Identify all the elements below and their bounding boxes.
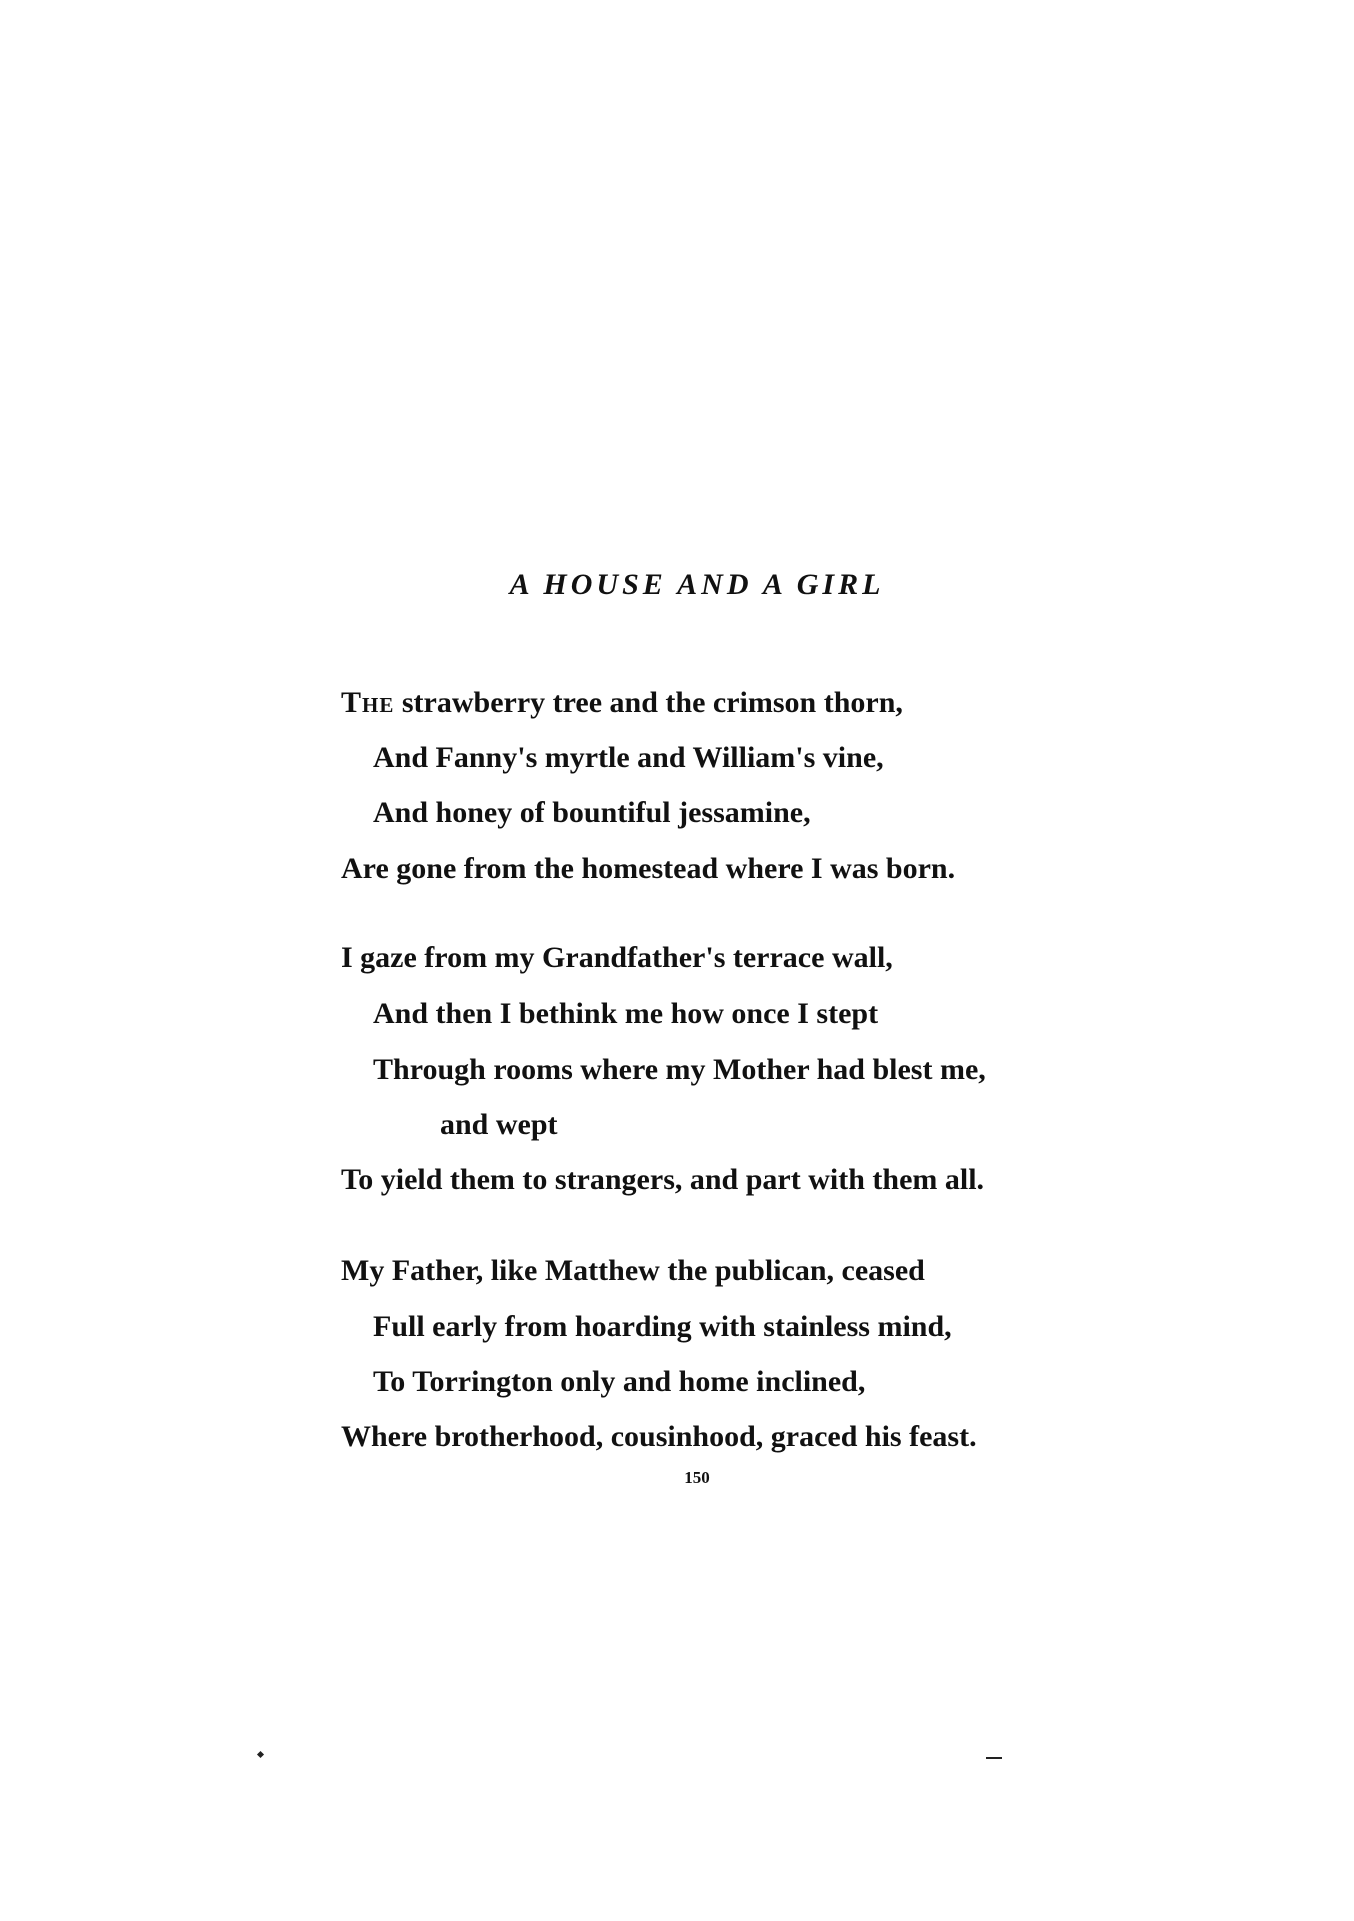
scan-speck [986, 1757, 1002, 1759]
stanza1-line3: And honey of bountiful jessamine, [373, 796, 811, 829]
poem-title: A HOUSE AND A GIRL [509, 568, 885, 601]
first-word: The [341, 686, 395, 719]
scan-speck [257, 1751, 264, 1758]
page-number: 150 [684, 1468, 710, 1487]
stanza3-line4: Where brotherhood, cousinhood, graced his feast. [341, 1420, 977, 1453]
stanza2-line2: And then I bethink me how once I stept [373, 997, 879, 1030]
stanza2-line4: To yield them to strangers, and part with them all. [341, 1163, 985, 1196]
stanza3-line1: My Father, like Matthew the publican, ceased [341, 1254, 925, 1287]
stanza1-line2: And Fanny's myrtle and William's vine, [373, 741, 884, 774]
stanza2-line3: Through rooms where my Mother had blest me, [373, 1053, 986, 1086]
stanza3-line3: To Torrington only and home inclined, [373, 1365, 866, 1398]
stanza1-line1-text: strawberry tree and the crimson thorn, [394, 686, 903, 719]
stanza1-line1 [341, 685, 903, 721]
stanza1-line4: Are gone from the homestead where I was born. [341, 852, 956, 885]
stanza2-line1: I gaze from my Grandfather's terrace wall, [341, 941, 893, 974]
stanza2-line3-continuation: and wept [440, 1108, 558, 1141]
stanza3-line2: Full early from hoarding with stainless mind, [373, 1310, 952, 1343]
